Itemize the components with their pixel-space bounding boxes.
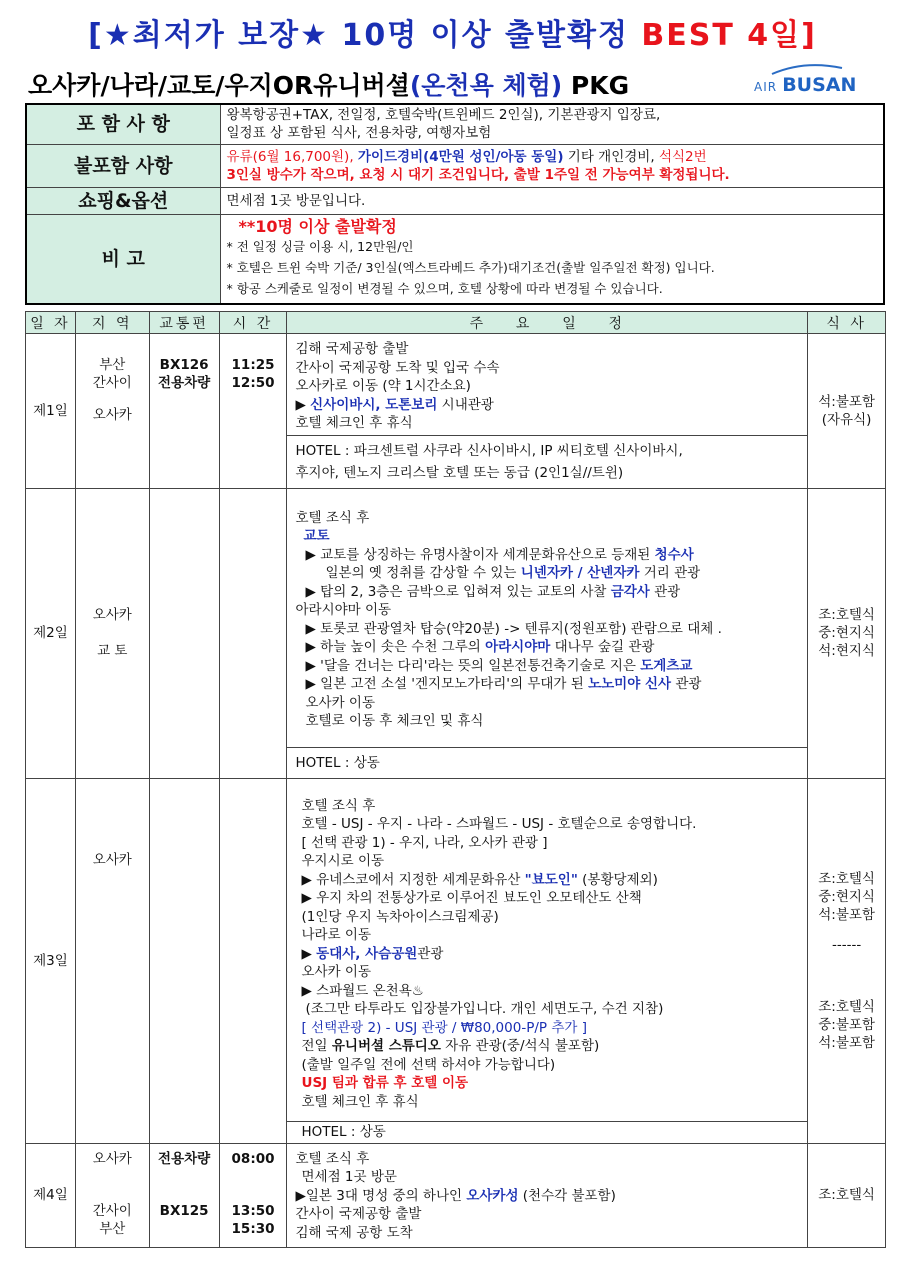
exclude-text: 유류(6월 16,700원), 가이드경비(4만원 성인/아동 동일) 기타 개인경비, 석식2번 3인실 방수가 작으며, 요청 시 대기 조건입니다, 출발 1주일 전 가능여부 확정됩니다.: [220, 144, 884, 187]
day3-row: [26, 778, 886, 1121]
day2-time: [219, 488, 287, 778]
day4-time: 08:00 13:50 15:30: [219, 1143, 287, 1247]
day2-row: [26, 488, 886, 747]
day1-row: [26, 334, 886, 436]
day1-hotel: HOTEL : 파크센트럴 사쿠라 신사이바시, IP 씨티호텔 신사이바시, 후지야, 텐노지 크리스탈 호텔 또는 동급 (2인1실//트윈): [287, 435, 808, 488]
day2-label: 제2일: [26, 488, 76, 778]
col-region: 지 역: [75, 312, 149, 334]
day2-plan: 호텔 조식 후 교토 ▶ 교토를 상징하는 유명사찰이자 세계문화유산으로 등재된 청수사 일본의 옛 정취를 감상할 수 있는 니넨자카 / 산넨자카 거리 관광 ▶ 탑의 2, 3층은 금박으로 입혀져 있는 교토의 사찰 금각사 관광 아라시야마 이동 ▶ 토롯코 관광열차 탑승(약20분) -> 텐류지(정원포함) 관람으로 대체 . ▶ 하늘 높이 솟은 수천 그루의 아라시야마 대나무 숲길 관광 ▶ '달을 건너는 다리'라는 뜻의 일본전통건축기술로 지은 도게츠교 ▶ 일본 고전 소설 '겐지모노가타리'의 무대가 된 노노미야 신사 관광 오사카 이동 호텔로 이동 후 체크인 및 휴식: [287, 488, 808, 747]
col-time: 시 간: [219, 312, 287, 334]
day4-row: [26, 1143, 886, 1247]
day2-hotel: HOTEL : 상동: [287, 747, 808, 778]
day2-transport: [149, 488, 219, 778]
day3-region: 오사카: [75, 778, 149, 1143]
day4-meal: 조:호텔식: [808, 1143, 886, 1247]
col-day: 일 자: [26, 312, 76, 334]
page-subtitle: 오사카/나라/교토/우지OR유니버셜(온천욕 체험) PKG: [28, 71, 630, 100]
day3-hotel: HOTEL : 상동: [287, 1121, 808, 1143]
day3-plan: 호텔 조식 후 호텔 - USJ - 우지 - 나라 - 스파월드 - USJ - 호텔순으로 송영합니다. [ 선택 관광 1) - 우지, 나라, 오사카 관광 ] 우지시로 이동 ▶ 유네스코에서 지정한 세계문화유산 "뵤도인" (봉황당제외) ▶ 우지 차의 전통상가로 이루어진 뵤도인 오모테산도 산책 (1인당 우지 녹차아이스크림제공) 나라로 이동 ▶ 동대사, 사슴공원관광 오사카 이동 ▶ 스파월드 온천욕♨ (조그만 타투라도 입장불가입니다. 개인 세면도구, 수건 지참) [ 선택관광 2) - USJ 관광 / ₩80,000-P/P 추가 ] 전일 유니버셜 스튜디오 자유 관광(중/석식 불포함) (출발 일주일 전에 선택 하셔야 가능합니다) USJ 팀과 합류 후 호텔 이동 호텔 체크인 후 휴식: [287, 778, 808, 1121]
day1-time: 11:25 12:50: [219, 334, 287, 489]
day2-meal: 조:호텔식 중:현지식 석:현지식: [808, 488, 886, 778]
day3-label: 제3일: [26, 778, 76, 1143]
schedule-table: [25, 311, 886, 1248]
col-transport: 교통편: [149, 312, 219, 334]
day3-time: [219, 778, 287, 1143]
col-schedule: 주 요 일 정: [287, 312, 808, 334]
day1-transport: BX126 전용차량: [149, 334, 219, 489]
day1-plan: 김해 국제공항 출발 간사이 국제공항 도착 및 입국 수속 오사카로 이동 (약 1시간소요) ▶ 신사이바시, 도톤보리 시내관광 호텔 체크인 후 휴식: [287, 334, 808, 436]
exclude-label: 불포함 사항: [26, 144, 220, 187]
col-meal: 식 사: [808, 312, 886, 334]
info-table: [25, 103, 885, 305]
day1-meal: 석:불포함 (자유식): [808, 334, 886, 489]
include-label: 포 함 사 항: [26, 104, 220, 144]
day1-region: 부산 간사이 오사카: [75, 334, 149, 489]
day4-region: 오사카 간사이 부산: [75, 1143, 149, 1247]
day2-region: 오사카 교 토: [75, 488, 149, 778]
page-title: [★최저가 보장★ 10명 이상 출발확정 BEST 4일]: [88, 18, 817, 53]
note-label: 비 고: [26, 214, 220, 304]
note-text: **10명 이상 출발확정 * 전 일정 싱글 이용 시, 12만원/인 * 호텔은 트윈 숙박 기준/ 3인실(엑스트라베드 추가)대기조건(출발 일주일전 확정) 입니다. * 항공 스케줄로 일정이 변경될 수 있으며, 호텔 상황에 따라 변경될 수 있습니다.: [220, 214, 884, 304]
day4-transport: 전용차량 BX125: [149, 1143, 219, 1247]
day3-meal: 조:호텔식 중:현지식 석:불포함 ------ 조:호텔식 중:불포함 석:불포함: [808, 778, 886, 1143]
shopping-text: 면세점 1곳 방문입니다.: [220, 187, 884, 214]
air-busan-logo: AIR BUSAN: [744, 62, 856, 98]
day4-label: 제4일: [26, 1143, 76, 1247]
shopping-label: 쇼핑&옵션: [26, 187, 220, 214]
include-text: 왕복항공권+TAX, 전일정, 호텔숙박(트윈베드 2인실), 기본관광지 입장료, 일정표 상 포함된 식사, 전용차량, 여행자보험: [220, 104, 884, 144]
day1-label: 제1일: [26, 334, 76, 489]
day4-plan: 호텔 조식 후 면세점 1곳 방문 ▶일본 3대 명성 중의 하나인 오사카성 (천수각 불포함) 간사이 국제공항 출발 김해 국제 공항 도착: [287, 1143, 808, 1247]
day3-transport: [149, 778, 219, 1143]
